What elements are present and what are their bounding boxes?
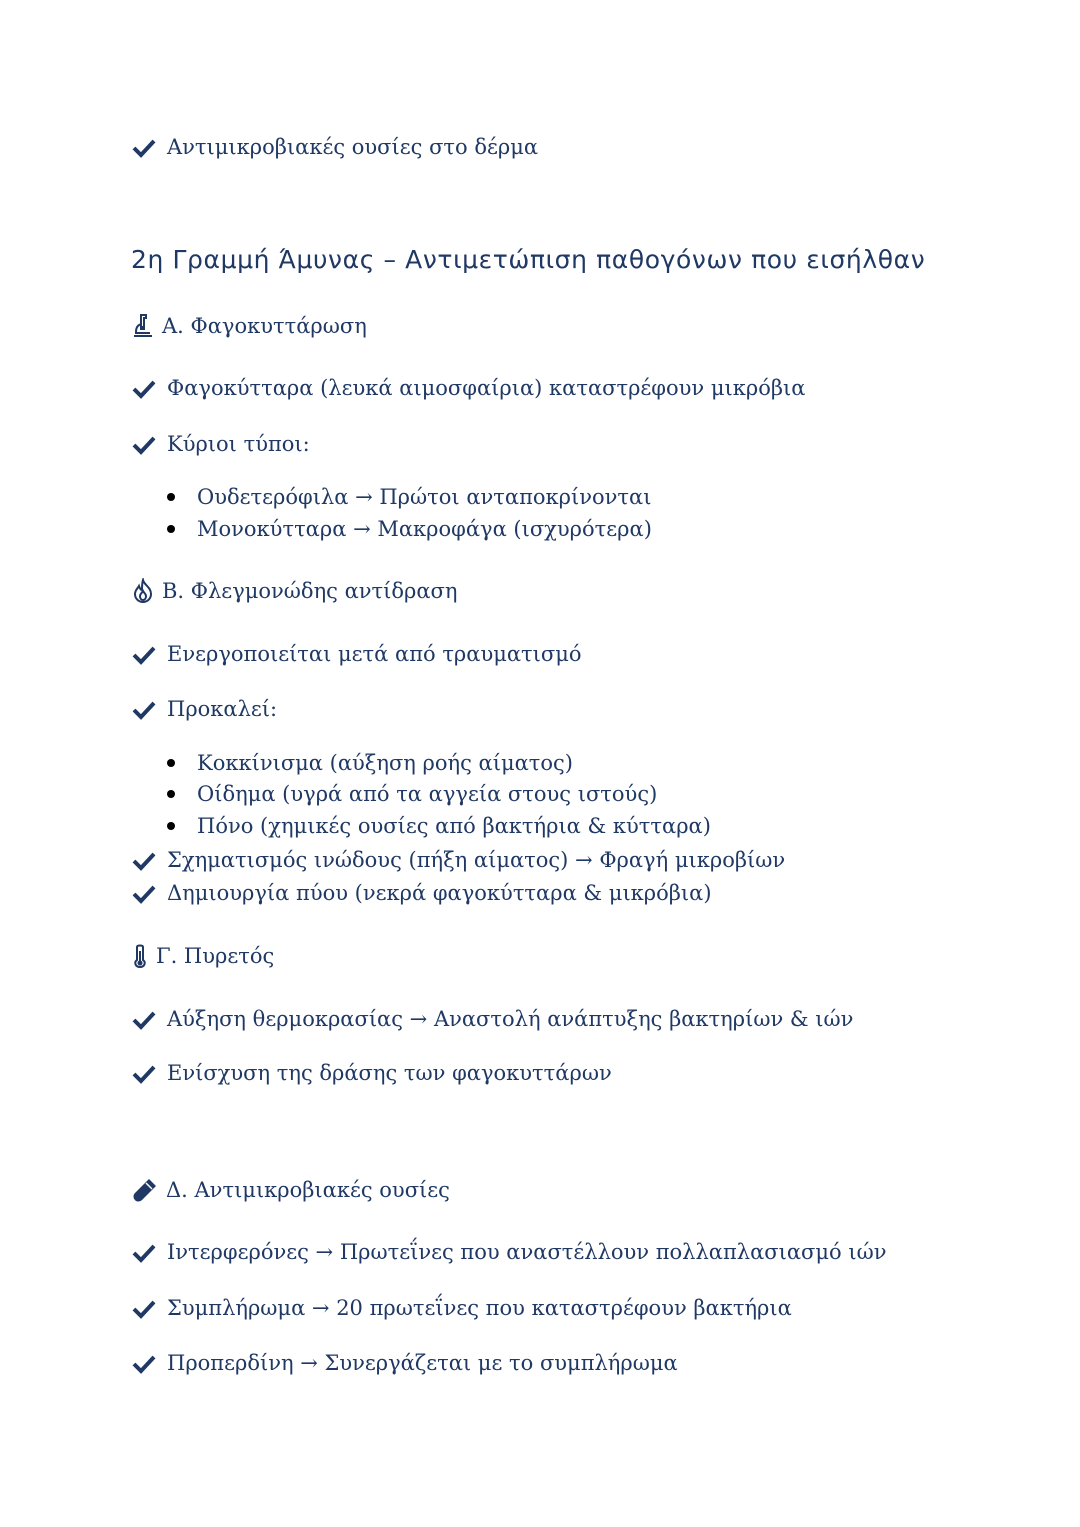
check-item bbox=[132, 429, 310, 459]
check-text: Κύριοι τύποι: bbox=[167, 432, 310, 456]
check-icon bbox=[132, 1240, 156, 1264]
check-item bbox=[132, 878, 712, 908]
list-item: Μονοκύτταρα → Μακροφάγα (ισχυρότερα) bbox=[167, 514, 652, 544]
check-text: Ενεργοποιείται μετά από τραυματισμό bbox=[167, 642, 582, 666]
check-item bbox=[132, 694, 277, 724]
check-icon bbox=[132, 881, 156, 905]
bullet-dot bbox=[167, 759, 175, 767]
bullet-dot bbox=[167, 525, 175, 533]
subsection-fever-title: Γ. Πυρετός bbox=[132, 941, 274, 971]
check-item bbox=[132, 1348, 678, 1378]
check-icon bbox=[132, 432, 156, 456]
list-item: Οίδημα (υγρά από τα αγγεία στους ιστούς) bbox=[167, 779, 657, 809]
check-icon bbox=[132, 697, 156, 721]
check-item bbox=[132, 639, 582, 669]
check-text: Σχηματισμός ινώδους (πήξη αίματος) → Φραγή μικροβίων bbox=[167, 848, 786, 872]
check-text: Ιντερφερόνες → Πρωτεΐνες που αναστέλλουν πολλαπλασιασμό ιών bbox=[167, 1240, 887, 1264]
check-item bbox=[132, 373, 805, 403]
check-icon bbox=[132, 135, 156, 159]
check-icon bbox=[132, 848, 156, 872]
thermometer-icon bbox=[132, 943, 148, 969]
check-icon bbox=[132, 376, 156, 400]
check-text: Ενίσχυση της δράσης των φαγοκυττάρων bbox=[167, 1061, 612, 1085]
check-icon bbox=[132, 1296, 156, 1320]
check-item bbox=[132, 1237, 886, 1267]
check-text: Προκαλεί: bbox=[167, 697, 278, 721]
subsection-inflammation-title: Β. Φλεγμονώδης αντίδραση bbox=[132, 576, 457, 606]
check-icon bbox=[132, 642, 156, 666]
list-item: Πόνο (χημικές ουσίες από βακτήρια & κύτταρα) bbox=[167, 811, 711, 841]
list-item: Ουδετερόφιλα → Πρώτοι ανταποκρίνονται bbox=[167, 482, 651, 512]
check-text: Φαγοκύτταρα (λευκά αιμοσφαίρια) καταστρέφουν μικρόβια bbox=[167, 376, 806, 400]
bullet-dot bbox=[167, 493, 175, 501]
fire-icon bbox=[132, 578, 154, 604]
list-item: Κοκκίνισμα (αύξηση ροής αίματος) bbox=[167, 748, 573, 778]
check-text: Αύξηση θερμοκρασίας → Αναστολή ανάπτυξης βακτηρίων & ιών bbox=[167, 1007, 854, 1031]
check-text: Αντιμικροβιακές ουσίες στο δέρμα bbox=[167, 135, 539, 159]
check-text: Συμπλήρωμα → 20 πρωτεΐνες που καταστρέφουν βακτήρια bbox=[167, 1296, 792, 1320]
check-icon bbox=[132, 1061, 156, 1085]
test-tube-icon bbox=[132, 1177, 158, 1203]
check-item bbox=[132, 132, 538, 162]
microscope-icon bbox=[132, 313, 154, 339]
section-title: 2η Γραμμή Άμυνας – Αντιμετώπιση παθογόνων που εισήλθαν bbox=[131, 245, 926, 274]
check-icon bbox=[132, 1007, 156, 1031]
subsection-phagocytosis-title: Α. Φαγοκυττάρωση bbox=[132, 311, 367, 341]
check-icon bbox=[132, 1351, 156, 1375]
bullet-dot bbox=[167, 822, 175, 830]
bullet-dot bbox=[167, 790, 175, 798]
check-item bbox=[132, 845, 785, 875]
check-text: Δημιουργία πύου (νεκρά φαγοκύτταρα & μικρόβια) bbox=[167, 881, 712, 905]
check-item bbox=[132, 1058, 612, 1088]
check-item bbox=[132, 1004, 853, 1034]
subsection-antimicrobial-title: Δ. Αντιμικροβιακές ουσίες bbox=[132, 1175, 450, 1205]
check-item bbox=[132, 1293, 792, 1323]
check-text: Προπερδίνη → Συνεργάζεται με το συμπλήρωμα bbox=[167, 1351, 678, 1375]
